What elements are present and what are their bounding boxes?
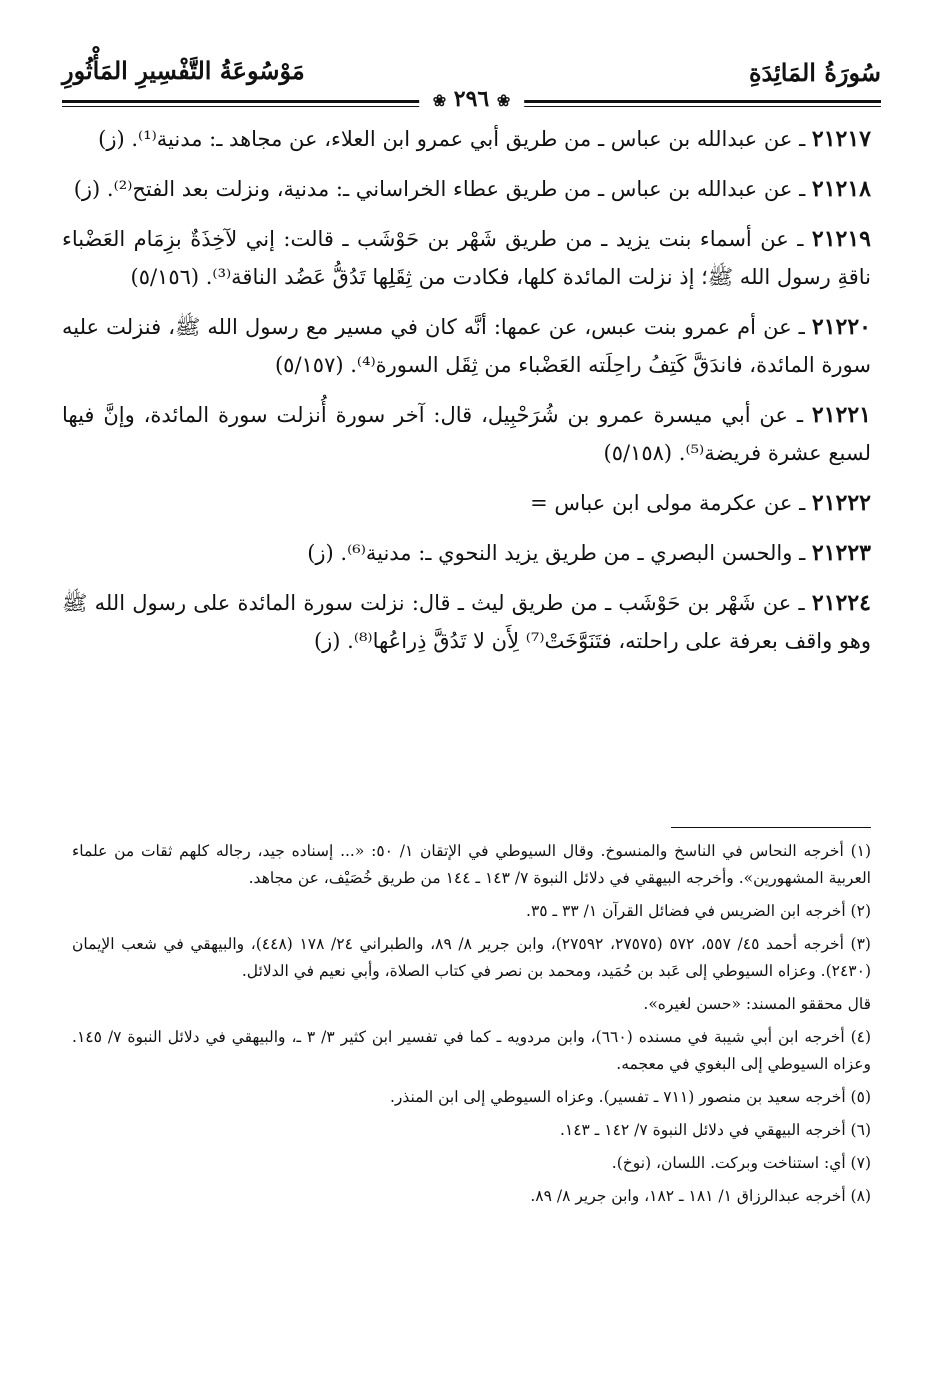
entry-number: ٢١٢٢٢ [811, 490, 871, 516]
entry-text: ـ عن عبدالله بن عباس ـ من طريق أبي عمرو ابن العلاء، عن مجاهد ـ: مدنية⁽¹⁾. (ز) [98, 127, 812, 151]
entry [62, 220, 871, 296]
entry-number: ٢١٢٢٠ [811, 314, 871, 340]
entry [62, 170, 871, 208]
entry-text: ـ والحسن البصري ـ من طريق يزيد النحوي ـ: مدنية⁽⁶⁾. (ز) [307, 541, 812, 565]
entry [62, 534, 871, 572]
footnotes [72, 838, 871, 1216]
footnote: (٦) أخرجه البيهقي في دلائل النبوة ٧/ ١٤٢ ـ ١٤٣. [559, 1121, 871, 1139]
footnote: (٣) أخرجه أحمد ٤٥/ ٥٥٧، ٥٧٢ (٢٧٥٧٥، ٢٧٥٩٢)، وابن جرير ٨/ ٨٩، والطبراني ٢٤/ ١٧٨ (٤٤٨)، والبيهقي في شعب الإيمان (٢٤٣٠). وعزاه السيوطي إلى عَبد بن حُمَيد، ومحمد بن نصر في كتاب الصلاة، وأبي نعيم في الدلائل. [72, 935, 871, 980]
entry-number: ٢١٢٢١ [811, 402, 871, 428]
entry [62, 396, 871, 472]
entry-number: ٢١٢٢٤ [811, 590, 871, 616]
footnote: قال محققو المسند: «حسن لغيره». [643, 995, 871, 1013]
entry-text: ـ عن أبي ميسرة عمرو بن شُرَحْبِيل، قال: آخر سورة أُنزلت سورة المائدة، وإنَّ فيها لسبع عشرة فريضة⁽⁵⁾. (٥/١٥٨) [62, 403, 871, 465]
book-title: مَوْسُوعَةُ التَّفْسِيرِ المَأْثُورِ [62, 56, 305, 85]
entry-number: ٢١٢١٩ [811, 226, 871, 252]
entry [62, 308, 871, 384]
ornament-icon: ❀ [432, 91, 447, 110]
footnote: (٥) أخرجه سعيد بن منصور (٧١١ ـ تفسير). وعزاه السيوطي إلى ابن المنذر. [389, 1088, 871, 1106]
entry-text: ـ عن أم عمرو بنت عبس، عن عمها: أنَّه كان في مسير مع رسول الله ﷺ، فنزلت عليه سورة المائدة، فاندَقَّ كَتِفُ راحِلَته العَضْباء من ثِقَل السورة⁽⁴⁾. (٥/١٥٧) [62, 315, 871, 377]
entry-text: ـ عن شَهْر بن حَوْشَب ـ من طريق ليث ـ قال: نزلت سورة المائدة على رسول الله ﷺ وهو واقف بعرفة على راحلته، فتَنَوَّخَتْ⁽⁷⁾ لِأَن لا تَدُقَّ ذِراعُها⁽⁸⁾. (ز) [62, 591, 871, 653]
page-header [62, 50, 881, 110]
page-number-box [419, 86, 525, 112]
entry-number: ٢١٢١٨ [811, 176, 871, 202]
ornament-icon: ❀ [496, 91, 511, 110]
entry-text: ـ عن عبدالله بن عباس ـ من طريق عطاء الخراساني ـ: مدنية، ونزلت بعد الفتح⁽²⁾. (ز) [73, 177, 812, 201]
entry-number: ٢١٢١٧ [811, 126, 871, 152]
footnote-separator [671, 827, 871, 828]
footnote: (٢) أخرجه ابن الضريس في فضائل القرآن ١/ ٣٣ ـ ٣٥. [526, 902, 871, 920]
main-text [62, 120, 871, 672]
footnote: (٨) أخرجه عبدالرزاق ١/ ١٨١ ـ ١٨٢، وابن جرير ٨/ ٨٩. [530, 1187, 871, 1205]
footnote: (٧) أي: استناخت وبركت. اللسان، (نوخ). [611, 1154, 871, 1172]
entry-text: ـ عن عكرمة مولى ابن عباس = [530, 491, 812, 515]
entry [62, 120, 871, 158]
entry-number: ٢١٢٢٣ [811, 540, 871, 566]
page-number: ٢٩٦ [453, 86, 490, 112]
footnote: (٤) أخرجه ابن أبي شيبة في مسنده (٦٦٠)، وابن مردويه ـ كما في تفسير ابن كثير ٣/ ٣ ـ، والبيهقي في دلائل النبوة ٧/ ١٤٥. وعزاه السيوطي إلى البغوي في معجمه. [72, 1028, 872, 1073]
footnote: (١) أخرجه النحاس في الناسخ والمنسوخ. وقال السيوطي في الإتقان ١/ ٥٠: «... إسناده جيد، رجاله كلهم ثقات من علماء العربية المشهورين». وأخرجه البيهقي في دلائل النبوة ٧/ ١٤٣ ـ ١٤٤ من طريق خُصَيْف، عن مجاهد. [72, 842, 872, 887]
entry [62, 584, 871, 660]
surah-title: سُورَةُ المَائِدَةِ [748, 58, 881, 87]
entry-text: ـ عن أسماء بنت يزيد ـ من طريق شَهْر بن حَوْشَب ـ قالت: إني لآخِذَةٌ بزِمَام العَضْباء ناقةِ رسول الله ﷺ؛ إذ نزلت المائدة كلها، فكادت من ثِقَلِها تَدُقُّ عَضُد الناقة⁽³⁾. (٥/١٥٦) [62, 227, 871, 289]
entry [62, 484, 871, 522]
